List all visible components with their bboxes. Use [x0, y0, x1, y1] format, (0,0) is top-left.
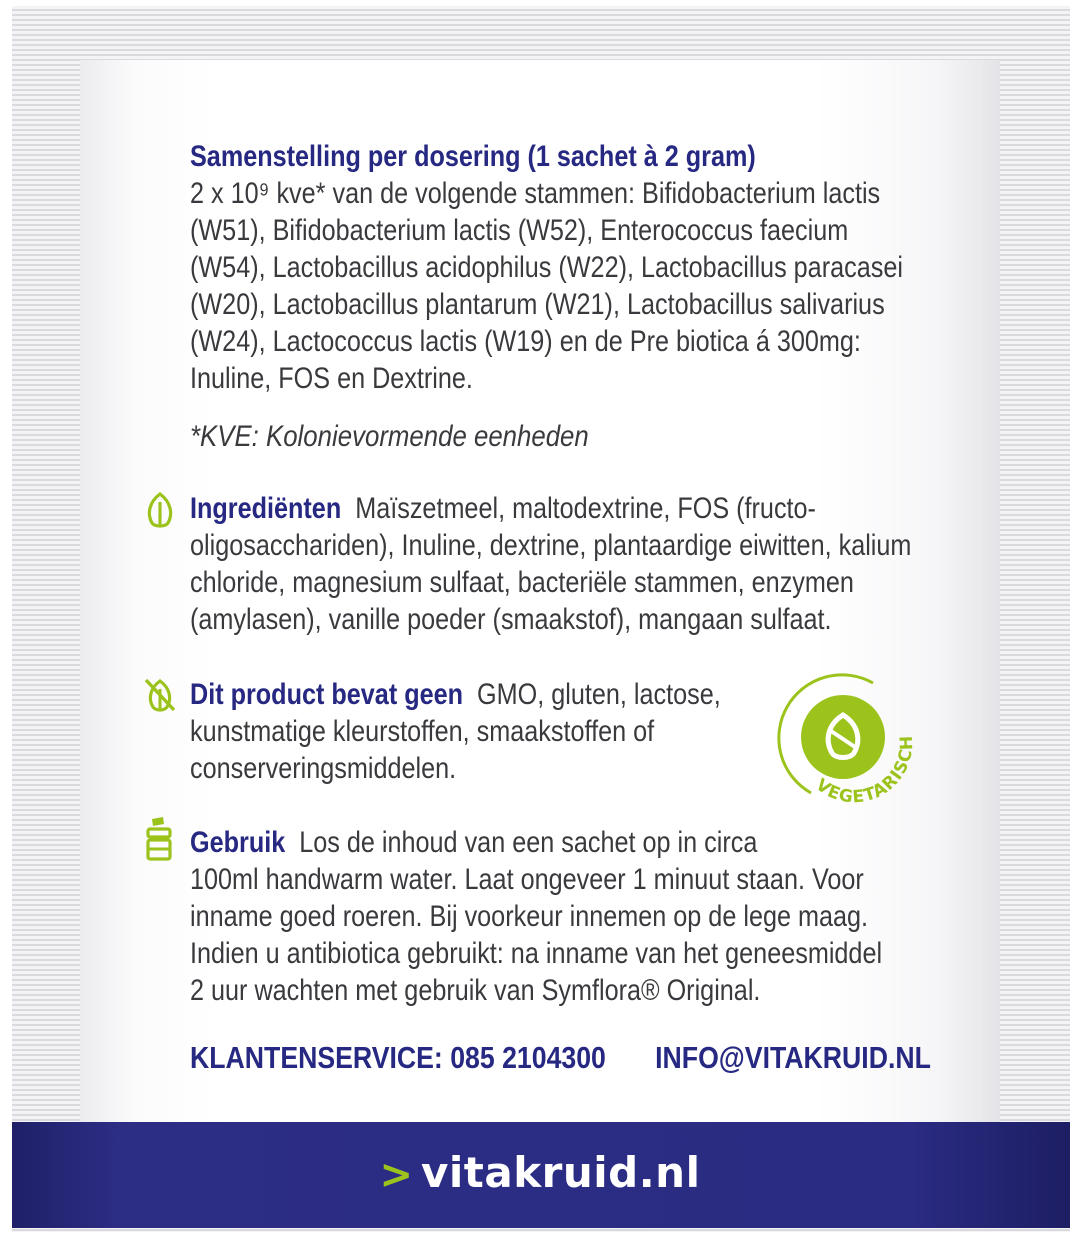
- usage-heading: Gebruik: [190, 826, 286, 859]
- ingredients-text: Maïszetmeel, maltodextrine, FOS (fructo-: [355, 492, 816, 525]
- composition-line: (W20), Lactobacillus plantarum (W21), Lactobacillus salivarius: [190, 288, 885, 321]
- free-from-text: GMO, gluten, lactose,: [477, 678, 721, 711]
- free-from-line: kunstmatige kleurstoffen, smaakstoffen of: [190, 715, 655, 748]
- chevron-right-icon: >: [379, 1152, 414, 1198]
- usage-line: Indien u antibiotica gebruikt: na inname van het geneesmiddel: [190, 937, 883, 970]
- free-from-heading: Dit product bevat geen: [190, 678, 464, 711]
- brand-name: vitakruid.nl: [421, 1147, 701, 1197]
- free-from-line: conserveringsmiddelen.: [190, 752, 457, 785]
- ingredients-section: [190, 490, 1049, 638]
- usage-line: 2 uur wachten met gebruik van Symflora® Original.: [190, 974, 761, 1007]
- ingredients-line: chloride, magnesium sulfaat, bacteriële stammen, enzymen: [190, 566, 854, 599]
- composition-line: (W51), Bifidobacterium lactis (W52), Enterococcus faecium: [190, 214, 849, 247]
- usage-line: inname goed roeren. Bij voorkeur innemen op de lege maag.: [190, 900, 869, 933]
- leaf-icon: [143, 492, 177, 528]
- jar-icon: [143, 815, 177, 863]
- composition-line: Inuline, FOS en Dextrine.: [190, 362, 473, 395]
- kve-footnote: *KVE: Kolonievormende eenheden: [190, 420, 589, 453]
- composition-line: (W24), Lactococcus lactis (W19) en de Pre biotica á 300mg:: [190, 325, 861, 358]
- ingredients-heading: Ingrediënten: [190, 492, 342, 525]
- free-from-section: [190, 676, 822, 787]
- brand-footer: [0, 1122, 1080, 1222]
- ingredients-line: (amylasen), vanille poeder (smaakstof), mangaan sulfaat.: [190, 603, 832, 636]
- usage-section: [190, 824, 1014, 1009]
- composition-heading: Samenstelling per dosering (1 sachet à 2 gram): [190, 140, 756, 173]
- ingredients-line: oligosacchariden), Inuline, dextrine, plantaardige eiwitten, kalium: [190, 529, 912, 562]
- vegetarian-badge: [775, 665, 925, 815]
- contact-email: INFO@VITAKRUID.NL: [655, 1040, 931, 1075]
- contact-line: [190, 1040, 931, 1076]
- composition-line: (W54), Lactobacillus acidophilus (W22), Lactobacillus paracasei: [190, 251, 903, 284]
- no-leaf-icon: [143, 677, 177, 713]
- composition-section: [190, 138, 950, 397]
- customer-service-phone: KLANTENSERVICE: 085 2104300: [190, 1040, 606, 1075]
- usage-line: 100ml handwarm water. Laat ongeveer 1 minuut staan. Voor: [190, 863, 864, 896]
- usage-text: Los de inhoud van een sachet op in circa: [299, 826, 758, 859]
- badge-label: VEGETARISCH: [811, 734, 918, 808]
- composition-line: 2 x 10⁹ kve* van de volgende stammen: Bifidobacterium lactis: [190, 177, 881, 210]
